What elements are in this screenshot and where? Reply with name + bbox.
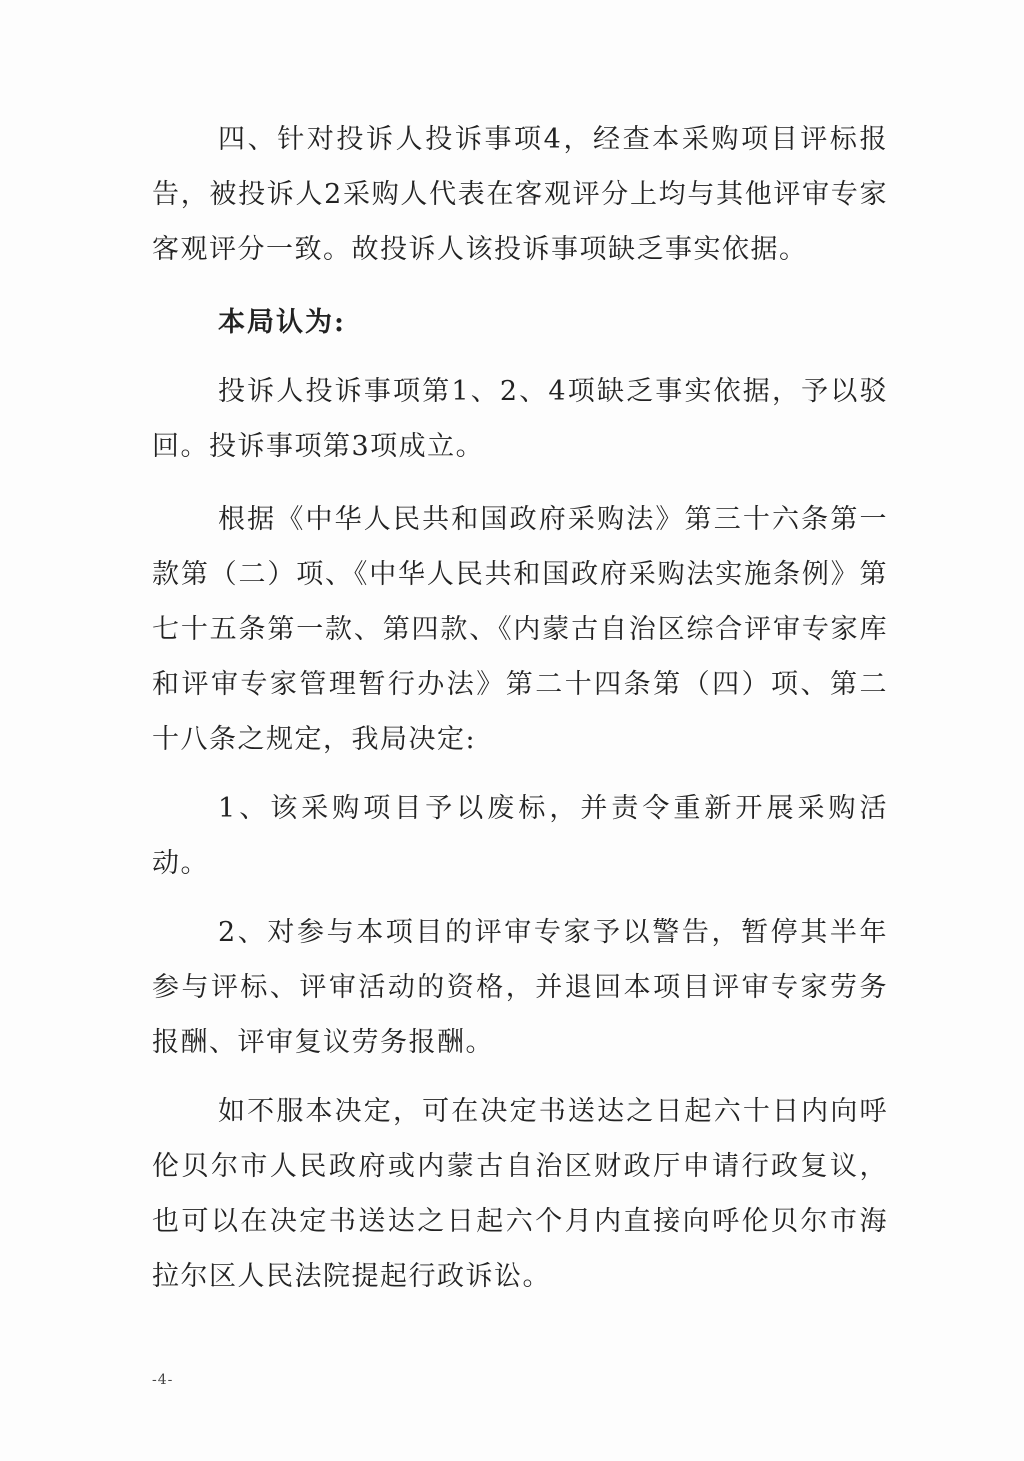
- paragraph-decision-1: 1、该采购项目予以废标，并责令重新开展采购活动。: [152, 793, 888, 879]
- paragraph-decision-2: 2、对参与本项目的评审专家予以警告，暂停其半年参与评标、评审活动的资格，并退回本项目评审专家劳务报酬、评审复议劳务报酬。: [152, 917, 888, 1058]
- paragraph-appeal-notice: 如不服本决定，可在决定书送达之日起六十日内向呼伦贝尔市人民政府或内蒙古自治区财政厅申请行政复议，也可以在决定书送达之日起六个月内直接向呼伦贝尔市海拉尔区人民法院提起行政诉讼。: [152, 1096, 888, 1292]
- paragraph-item4-finding: 四、针对投诉人投诉事项4，经查本采购项目评标报告，被投诉人2采购人代表在客观评分上均与其他评审专家客观评分一致。故投诉人该投诉事项缺乏事实依据。: [152, 124, 888, 265]
- paragraph-legal-basis: 根据《中华人民共和国政府采购法》第三十六条第一款第（二）项、《中华人民共和国政府采购法实施条例》第七十五条第一款、第四款、《内蒙古自治区综合评审专家库和评审专家管理暂行办法》第二十四条第（四）项、第二十八条之规定，我局决定:: [152, 504, 888, 755]
- paragraph-conclusion: 投诉人投诉事项第1、2、4项缺乏事实依据，予以驳回。投诉事项第3项成立。: [152, 376, 888, 462]
- conclusion-heading: 本局认为:: [218, 307, 346, 338]
- document-body: [152, 112, 888, 1304]
- page-number: -4-: [152, 1372, 174, 1388]
